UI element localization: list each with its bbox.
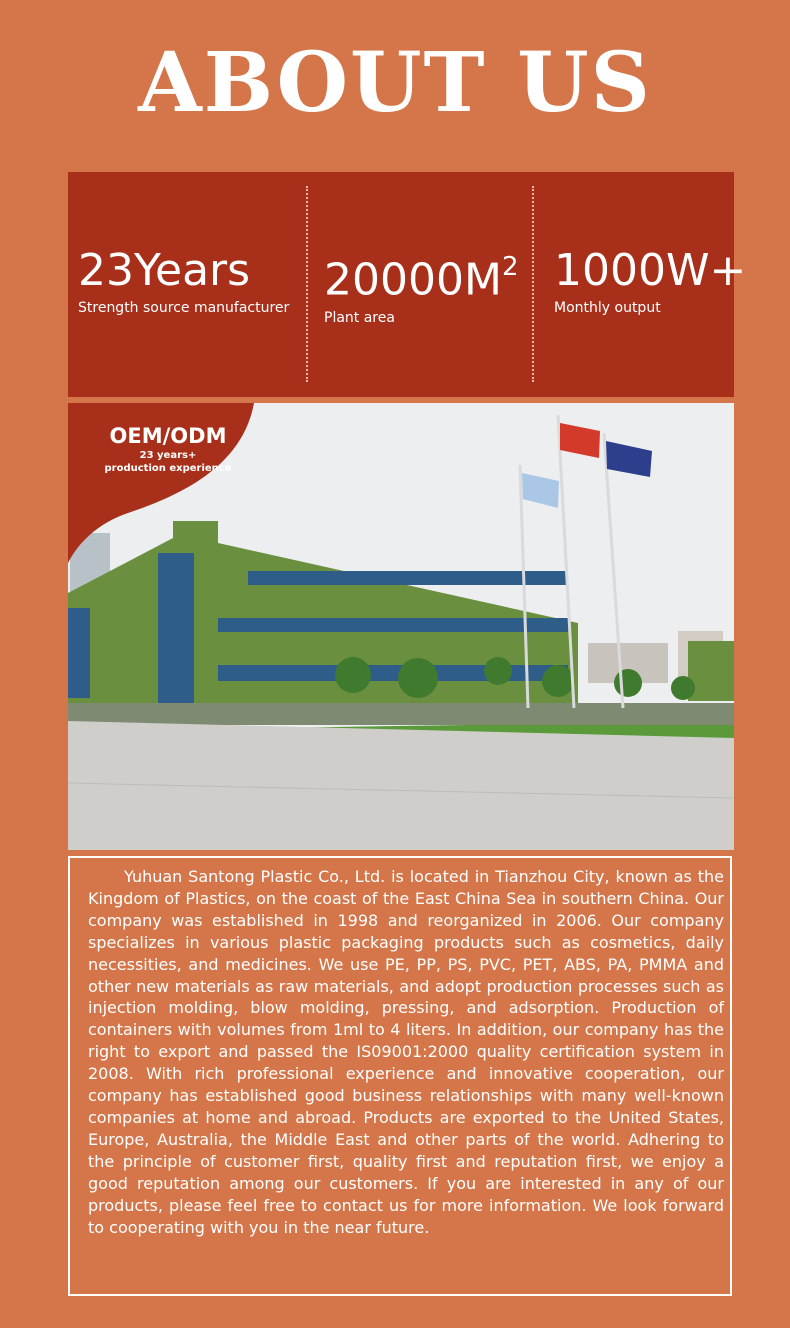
- stat-label: Plant area: [324, 309, 395, 326]
- stats-divider: [532, 186, 534, 382]
- oem-badge: [68, 403, 268, 475]
- stats-panel: [68, 172, 747, 397]
- stat-value: 23Years: [78, 245, 251, 296]
- badge-line: production experience: [104, 463, 232, 474]
- stat-superscript: 2: [501, 252, 519, 282]
- badge-line: 23 years+: [139, 450, 197, 461]
- stat-label: Strength source manufacturer: [78, 300, 290, 316]
- stat-value: 1000W+: [554, 245, 747, 296]
- page-title: ABOUT US: [138, 35, 652, 131]
- stat-value: $20000M^2$: [324, 252, 519, 306]
- about-text: Yuhuan Santong Plastic Co., Ltd. is located in Tianzhou City, known as the Kingdom of Plastics, on the coast of the East China Sea in southern China. Our company was established in 1998 and reorganized in 2006. Our company specializes in various plastic packaging products such as cosmetics, daily necessities, and medicines. We use PE, PP, PS, PVC, PET, ABS, PA, PMMA and other new materials as raw materials, and adopt production processes such as injection molding, blow molding, pressing, and adsorption. Production of containers with volumes from 1ml to 4 liters. In addition, our company has the right to export and passed the IS09001:2000 quality certification system in 2008. With rich professional experience and innovative cooperation, our company has established good business relationships with many well-known companies at home and abroad. Products are exported to the United States, Europe, Australia, the Middle East and other parts of the world. Adhering to the principle of customer first, quality first and reputation first, we enjoy a good reputation among our customers. If you are interested in any of our products, please feel free to contact us for more information. We look forward to cooperating with you in the near future.: [88, 867, 724, 1237]
- factory-photo: [68, 403, 734, 850]
- stats-divider: [306, 186, 308, 382]
- badge-title: OEM/ODM: [109, 424, 227, 448]
- stat-plant-area: [324, 246, 518, 328]
- stat-label: Monthly output: [554, 300, 661, 316]
- stat-years: [78, 246, 289, 318]
- stat-monthly-output: [554, 246, 746, 318]
- about-box: [68, 856, 732, 1296]
